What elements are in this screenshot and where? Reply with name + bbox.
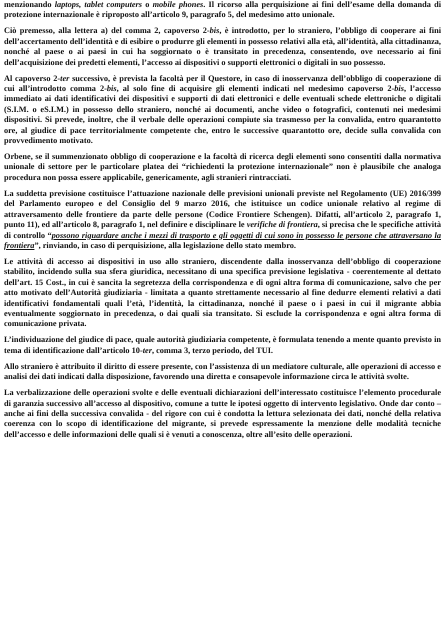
text-run: o <box>142 0 153 9</box>
text-run: , è introdotto, per lo straniero, l’obbligo di cooperare ai fini dell’accertamento dell’identità e di esibire o produrre gli elementi in possesso relativi alla età, all’identità, alla cittadinanza, nonché al paese o ai paesi in cui ha soggiornato o è transitato in precedenza, consentendo, ove necessario ai fini dell’acquisizione dei predetti elementi, l’accesso ai dispositivi o supporti elettronici o digitali in suo possesso. <box>4 26 441 67</box>
paragraph <box>4 0 441 21</box>
text-run: , si precisa che le specifiche attività di controllo “ <box>4 220 441 240</box>
text-run: , al solo fine di acquisire gli elementi indicati nel medesimo capoverso 2- <box>116 84 395 94</box>
text-run: Al capoverso 2- <box>4 73 61 83</box>
text-run: ter <box>60 73 70 83</box>
text-run: Ciò premesso, alla lettera a) del comma 2, capoverso 2- <box>4 26 210 36</box>
text-run: bis <box>209 26 220 36</box>
text-run: Le attività di accesso ai dispositivi in uso allo straniero, discendente dalla inosservanza dell’obbligo di cooperazione stabilito, incidendo sulla sua sfera giuridica, necessitano di una specifica previsione legislativa - coerentemente al dettato dell’art. 15 Cost., in cui è sancita la segretezza della corrispondenza e di ogni altra forma di comunicazione, salvo che per atto motivato dell’Autorità giudiziaria - limitata a quanto strettamente necessario al fine dedurre elementi relativi a dati identificativi fondamentali quali l’età, l’identità, la cittadinanza, nonché il paese o i paesi in cui il migrante abbia eventualmente soggiornato in precedenza, o dai quali sia transitato. Si esclude la corrispondenza e ogni altra forma di comunicazione privata. <box>4 256 441 329</box>
text-run: possono riguardare anche i mezzi di trasporto e gli oggetti di cui sono in possesso le persone che attraversano la frontiera <box>4 230 441 250</box>
text-run: bis <box>106 84 117 94</box>
text-run: La suddetta previsione costituisce l’attuazione nazionale delle previsioni unionali previste nel Regolamento (UE) 2016/399 del Parlamento europeo e del Consiglio del 9 marzo 2016, che istituisce un codice unionale relativo al regime di attraversamento delle frontiere da parte delle persone (Codice Frontiere Schengen). Difatti, all’articolo 2, paragrafo 1, punto 11), ed all’articolo 8, paragrafo 1, nel definire e disciplinare le <box>4 188 441 230</box>
text-run: , l’accesso immediato ai dati identificativi dei dispositivi e supporti di dati elettronici e delle eventuali schede elettroniche o digitali (S.I.M. o eS.I.M.) in possesso dello straniero, nonché ai documenti, anche video o fotografici, contenuti nei medesimi dispositivi. Si prevede, inoltre, che il verbale delle operazioni compiute sia trasmesso per la convalida, entro quarantotto ore, al giudice di pace territorialmente competente che, entro le successive quarantotto ore, decide sulla convalida con provvedimento motivato. <box>4 84 441 146</box>
text-run: ter <box>142 345 152 355</box>
text-run: menzionando <box>4 0 55 9</box>
text-run: , comma 3, terzo periodo, del TUI. <box>151 345 273 355</box>
paragraph <box>4 26 441 68</box>
text-run: ”, rinviando, in caso di perquisizione, alla legislazione dello stato membro. <box>34 240 296 250</box>
text-run: bis <box>394 84 404 94</box>
document-body <box>4 0 441 446</box>
text-run: L’individuazione del giudice di pace, quale autorità giudiziaria competente, è formulata tenendo a mente quanto previsto in tema di identificazione dall’articolo 10- <box>4 335 441 355</box>
text-run: . Il ricorso alla perquisizione ai fini dell’esame della domanda di protezione internazionale è riproposto all’articolo 9, paragrafo 5, del medesimo atto unionale. <box>4 0 441 20</box>
paragraph <box>4 189 441 251</box>
paragraph <box>4 388 441 440</box>
text-run: mobile phones <box>152 0 204 9</box>
paragraph <box>4 152 441 183</box>
text-run: Allo straniero è attribuito il diritto di essere presente, con l’assistenza di un mediatore culturale, alle operazioni di accesso e analisi dei dati indicati dalla disposizione, favorendo una diretta e consapevole informazione circa le attività svolte. <box>4 361 441 382</box>
paragraph <box>4 74 441 147</box>
text-run: Orbene, se il summenzionato obbligo di cooperazione e la facoltà di ricerca degli elementi sono consentiti dalla normativa unionale di settore per le particolare platea dei “richiedenti la protezione internazionale” non è plausibile che analoga procedura non possa essere applicabile, genericamente, agli stranieri rintracciati. <box>4 152 441 182</box>
paragraph <box>4 257 441 330</box>
text-run: verifiche di frontiera <box>246 220 318 230</box>
paragraph <box>4 335 441 356</box>
paragraph <box>4 362 441 383</box>
text-run: laptops, tablet computers <box>54 0 143 9</box>
text-run: successivo, è prevista la facoltà per il Questore, in caso di inosservanza dell’obbligo di cooperazione di cui all’introdotto comma 2- <box>4 73 442 94</box>
text-run: La verbalizzazione delle operazioni svolte e delle eventuali dichiarazioni dell’interessato costituisce l’elemento procedurale di garanzia successivo all’accesso al dispositivo, comune a tutte le ipotesi oggetto di intervento legislativo. Onde dar conto – anche ai fini della successiva convalida - del rigore con cui è condotta la lettura selezionata dei dati, nonché della relativa coerenza con lo scopo di identificazione del migrante, si prevede espressamente la menzione delle modalità tecniche dell’accesso e delle informazioni delle quali si è venuti a conoscenza, oltre all’esito delle operazioni. <box>4 388 441 439</box>
